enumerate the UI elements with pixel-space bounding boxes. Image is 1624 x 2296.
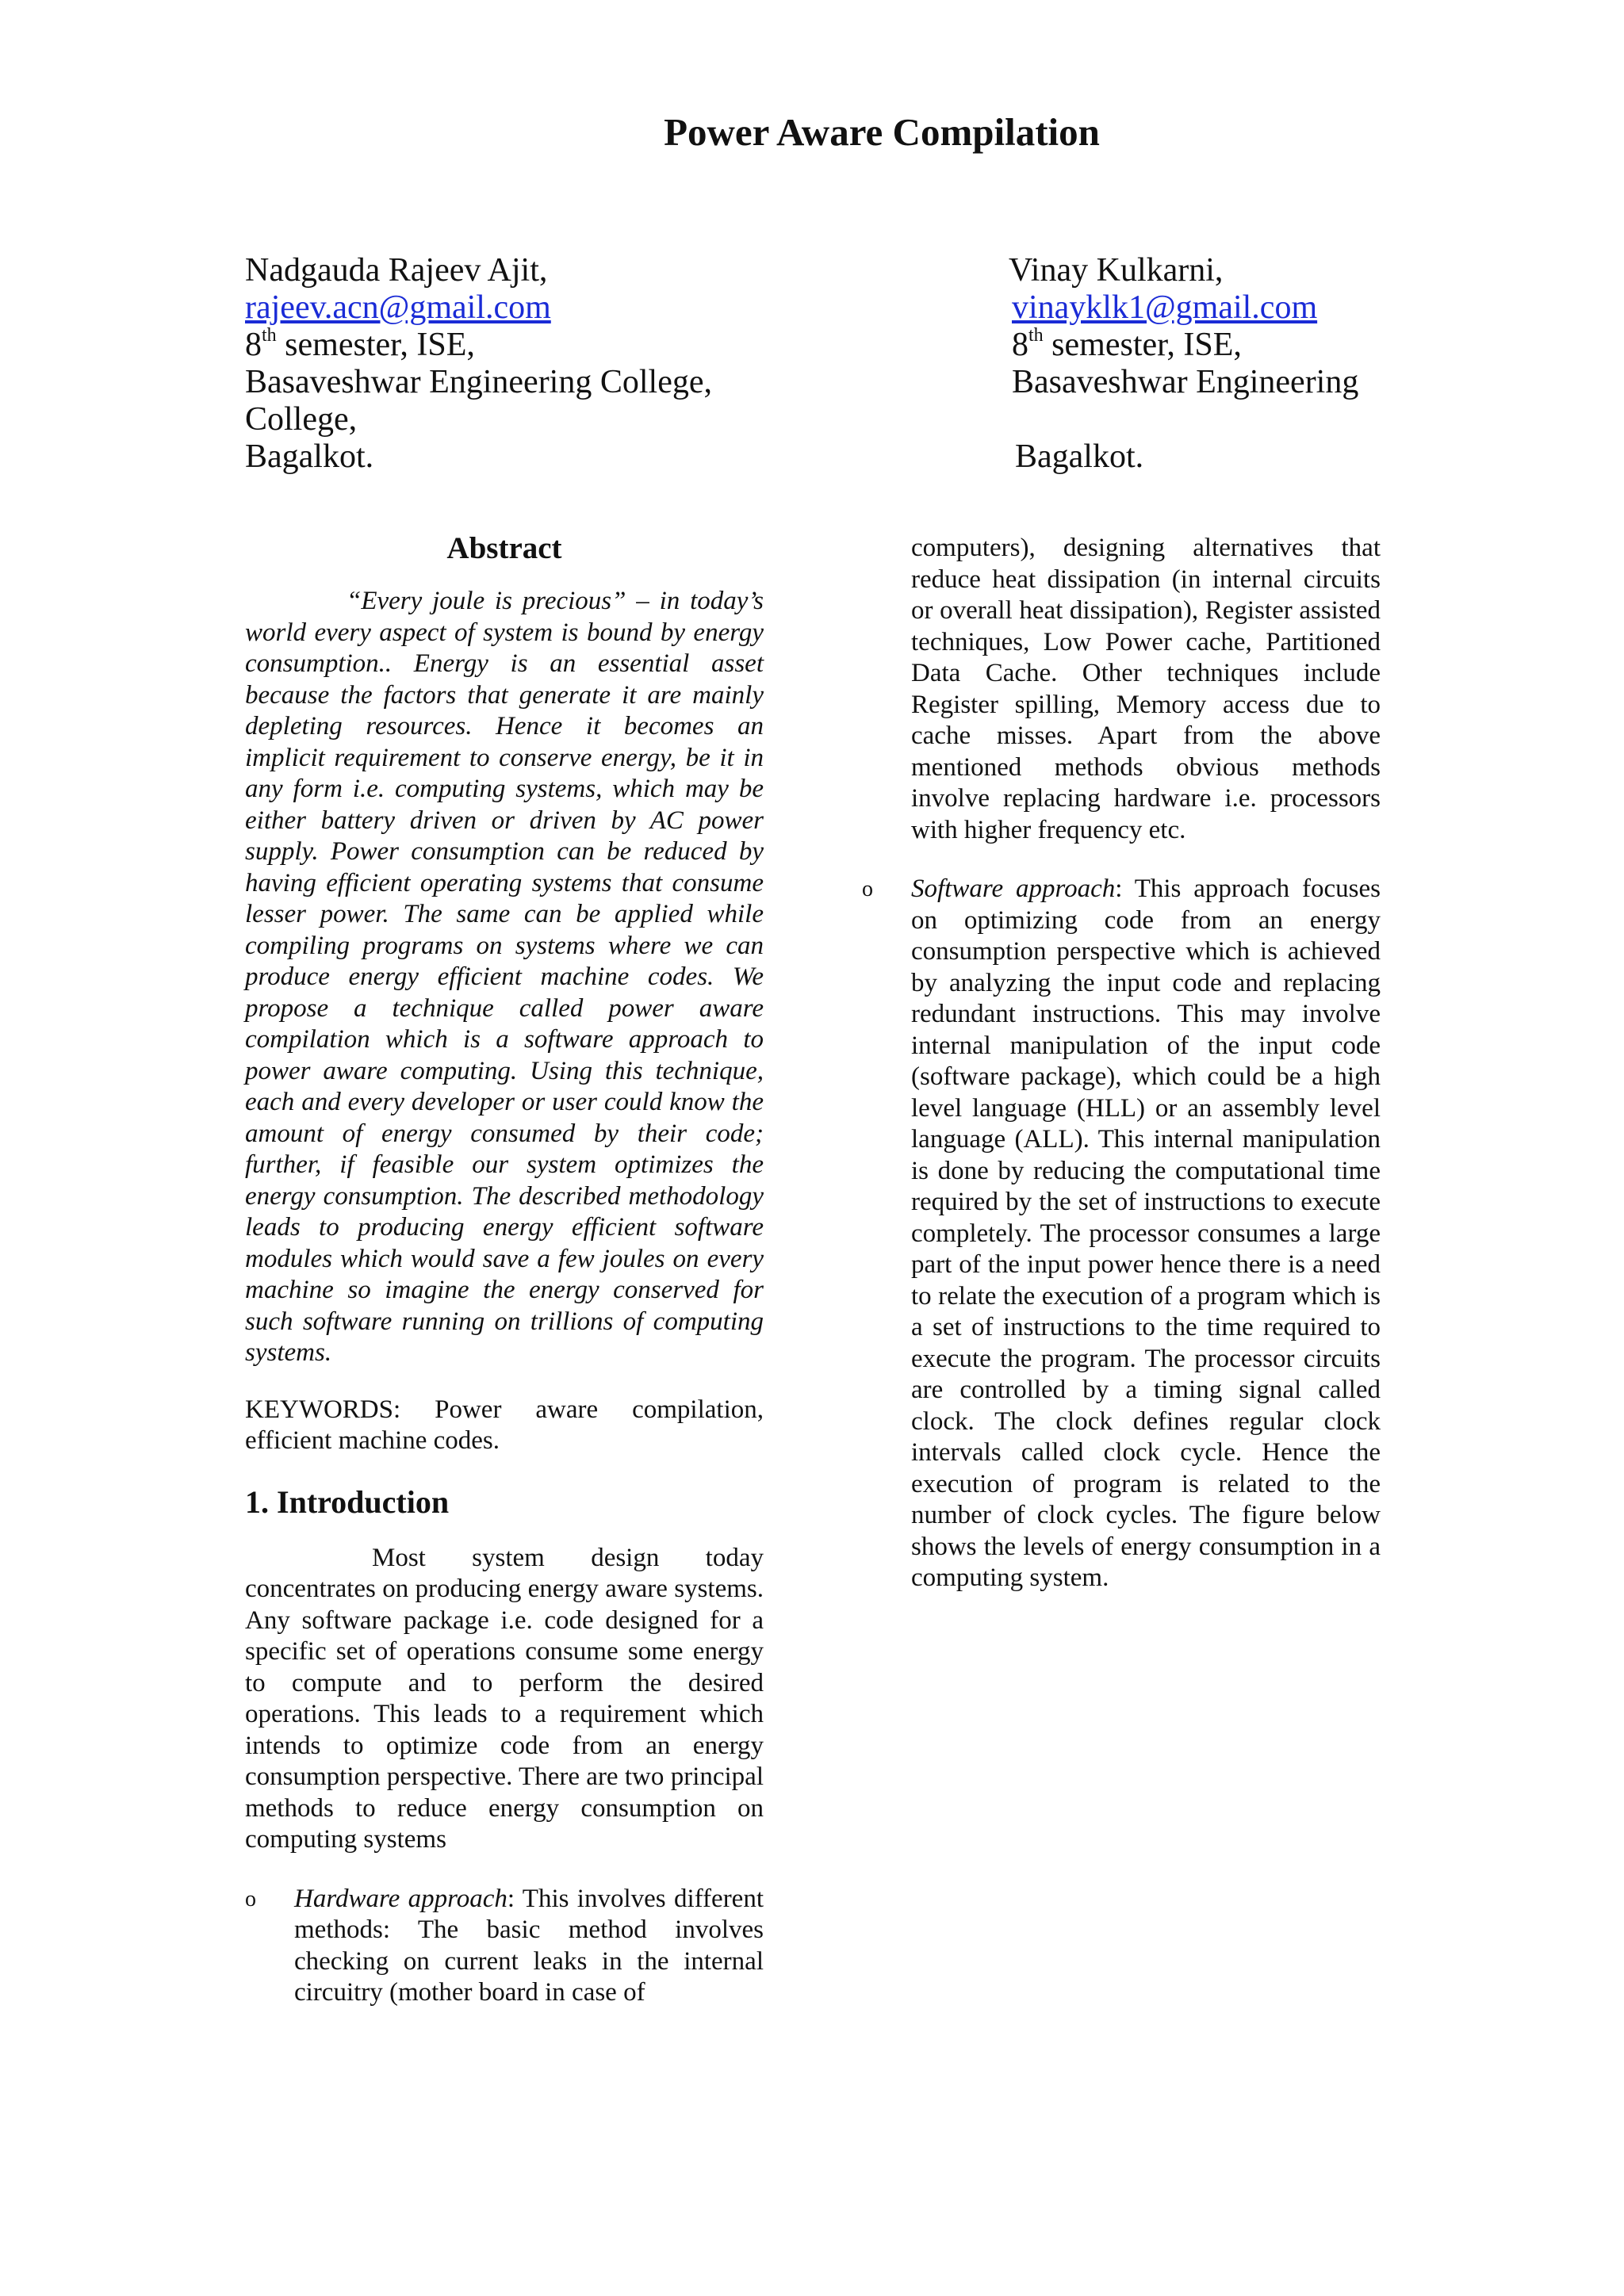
abstract-text: “Every joule is precious” – in today’s world every aspect of system is bound by energy consumption.. Energy is an essential asset because the factors that generate it are mainly depleting resources. Hence it becomes an implicit requirement to conserve energy, be it in any form i.e. computing systems, which may be either battery driven or driven by AC power supply. Power consumption can be reduced by having efficient operating systems that consume lesser power. The same can be applied while compiling programs on systems where we can produce energy efficient machine codes. We propose a technique called power aware compilation which is a software approach to power aware computing. Using this technique, each and every developer or user could know the amount of energy consumed by their code; further, if feasible our system optimizes the energy consumption. The described methodology leads to producing energy efficient software modules which would save a few joules on every machine so imagine the energy conserved for such software running on trillions of computing systems. bbox=[245, 587, 764, 1367]
hardware-approach-term: Hardware approach bbox=[294, 1884, 508, 1913]
author-email-link[interactable]: vinayklk1@gmail.com bbox=[1012, 289, 1318, 326]
author-college: Basaveshwar Engineering bbox=[1012, 364, 1359, 400]
author-block-2 bbox=[1009, 252, 1583, 476]
abstract-heading: Abstract bbox=[446, 531, 562, 565]
paper-title: Power Aware Compilation bbox=[664, 110, 1100, 154]
right-column bbox=[862, 533, 1381, 1594]
author-city: Bagalkot. bbox=[245, 438, 374, 475]
author-name: Vinay Kulkarni, bbox=[1009, 252, 1224, 289]
software-approach-item bbox=[862, 874, 1381, 1594]
software-approach-term: Software approach bbox=[911, 874, 1116, 903]
bullet-marker: o bbox=[862, 877, 873, 901]
software-approach-text: : This approach focuses on optimizing code from an energy consumption perspective which is achieved by analyzing the input code and replacing redundant instructions. This may involve internal manipulation of the input code (software package), which could be a high level language (HLL) or an assembly level language (ALL). This internal manipulation is done by reducing the computational time required by the set of instructions to execute completely. The processor consumes a large part of the input power hence there is a need to relate the execution of a program which is a set of instructions to the time required to execute the program. The processor circuits are controlled by a timing signal called clock. The clock defines regular clock intervals called clock cycle. Hence the execution of program is related to the number of clock cycles. The figure below shows the levels of energy consumption in a computing system. bbox=[911, 874, 1381, 1592]
hardware-approach-text: : This involves different methods: The basic method involves checking on current leaks in the internal circuitry (mother board in case of bbox=[294, 1884, 764, 2007]
author-name: Nadgauda Rajeev Ajit, bbox=[245, 252, 548, 289]
author-semester: 8th semester, ISE, bbox=[245, 325, 475, 363]
keywords: KEYWORDS: Power aware compilation, efficient machine codes. bbox=[245, 1395, 764, 1455]
author-city: Bagalkot. bbox=[1015, 438, 1144, 475]
hardware-approach-continued: computers), designing alternatives that reduce heat dissipation (in internal circuits or overall heat dissipation), Register assisted techniques, Low Power cache, Partitioned Data Cache. Other techniques include Register spilling, Memory access due to cache misses. Apart from the above mentioned methods obvious methods involve replacing hardware i.e. processors with higher frequency etc. bbox=[911, 534, 1381, 844]
author-email-link[interactable]: rajeev.acn@gmail.com bbox=[245, 289, 551, 326]
section-heading-introduction: 1. Introduction bbox=[245, 1483, 450, 1520]
hardware-approach-item bbox=[245, 1884, 764, 2009]
author-block-1 bbox=[245, 252, 816, 476]
bullet-marker: o bbox=[245, 1886, 256, 1911]
left-column bbox=[245, 531, 764, 2009]
author-semester: 8th semester, ISE, bbox=[1012, 325, 1242, 363]
introduction-text: Most system design today concentrates on producing energy aware systems. Any software package i.e. code designed for a specific set of operations consume some energy to compute and to perform the desired operations. This leads to a requirement which intends to optimize code from an energy consumption perspective. There are two principal methods to reduce energy consumption on computing systems bbox=[245, 1543, 764, 1854]
author-college: Basaveshwar Engineering College, bbox=[245, 364, 712, 400]
author-college-cont: College, bbox=[245, 401, 358, 438]
